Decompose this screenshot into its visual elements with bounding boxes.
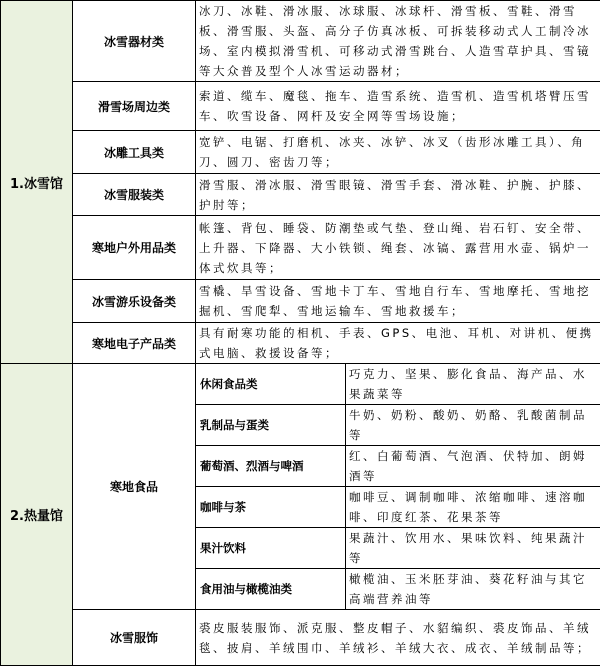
category-items: 帐篷、背包、睡袋、防潮垫或气垫、登山绳、岩石钉、安全带、上升器、下降器、大小铁锁、绳套、冰镐、露营用水壶、锅炉一体式炊具等； bbox=[196, 216, 600, 280]
category-items: 具有耐寒功能的相机、手表、GPS、电池、耳机、对讲机、便携式电脑、救援设备等； bbox=[196, 323, 600, 364]
category-label: 寒地食品 bbox=[73, 364, 196, 610]
category-items: 冰刀、冰鞋、滑冰服、冰球服、冰球杆、滑雪板、雪鞋、滑雪板、滑雪服、头盔、高分子仿真冰板、可拆装移动式人工制冷冰场、室内模拟滑雪机、可移动式滑雪跳台、人造雪草护具、雪镜等大众普及型个人冰雪运动器材； bbox=[196, 1, 600, 82]
category-label: 滑雪场周边类 bbox=[73, 82, 196, 131]
category-label: 冰雪服饰 bbox=[73, 610, 196, 666]
category-label: 冰雪服装类 bbox=[73, 174, 196, 216]
category-label: 冰雕工具类 bbox=[73, 131, 196, 174]
subcategory-label: 咖啡与茶 bbox=[196, 487, 346, 528]
subcategory-label: 乳制品与蛋类 bbox=[196, 405, 346, 446]
hall-label-heat: 2.热量馆 bbox=[1, 364, 73, 666]
category-items: 宽铲、电锯、打磨机、冰夹、冰铲、冰叉（齿形冰雕工具）、角刀、圆刀、密齿刀等； bbox=[196, 131, 600, 174]
subcategory-items: 橄榄油、玉米胚芽油、葵花籽油与其它高端营养油等 bbox=[346, 569, 600, 610]
category-items: 滑雪服、滑冰服、滑雪眼镜、滑雪手套、滑冰鞋、护腕、护膝、护肘等； bbox=[196, 174, 600, 216]
hall-label-ice: 1.冰雪馆 bbox=[1, 1, 73, 364]
subcategory-items: 咖啡豆、调制咖啡、浓缩咖啡、速溶咖啡、印度红茶、花果茶等 bbox=[346, 487, 600, 528]
subcategory-items: 果蔬汁、饮用水、果味饮料、纯果蔬汁等 bbox=[346, 528, 600, 569]
category-label: 冰雪器材类 bbox=[73, 1, 196, 82]
subcategory-label: 食用油与橄榄油类 bbox=[196, 569, 346, 610]
subcategory-label: 葡萄酒、烈酒与啤酒 bbox=[196, 446, 346, 487]
category-label: 冰雪游乐设备类 bbox=[73, 280, 196, 323]
category-items: 雪橇、旱雪设备、雪地卡丁车、雪地自行车、雪地摩托、雪地挖掘机、雪爬犁、雪地运输车、雪地救援车； bbox=[196, 280, 600, 323]
category-label: 寒地电子产品类 bbox=[73, 323, 196, 364]
subcategory-label: 休闲食品类 bbox=[196, 364, 346, 405]
subcategory-items: 牛奶、奶粉、酸奶、奶酪、乳酸菌制品等 bbox=[346, 405, 600, 446]
subcategory-items: 巧克力、坚果、膨化食品、海产品、水果蔬菜等 bbox=[346, 364, 600, 405]
subcategory-label: 果汁饮料 bbox=[196, 528, 346, 569]
category-items: 索道、缆车、魔毯、拖车、造雪系统、造雪机、造雪机塔臂压雪车、吹雪设备、网杆及安全网等雪场设施； bbox=[196, 82, 600, 131]
category-items: 裘皮服装服饰、派克服、整皮帽子、水貂编织、裘皮饰品、羊绒毯、披肩、羊绒围巾、羊绒衫、羊绒大衣、成衣、羊绒制品等； bbox=[196, 610, 600, 666]
category-label: 寒地户外用品类 bbox=[73, 216, 196, 280]
subcategory-items: 红、白葡萄酒、气泡酒、伏特加、朗姆酒等 bbox=[346, 446, 600, 487]
